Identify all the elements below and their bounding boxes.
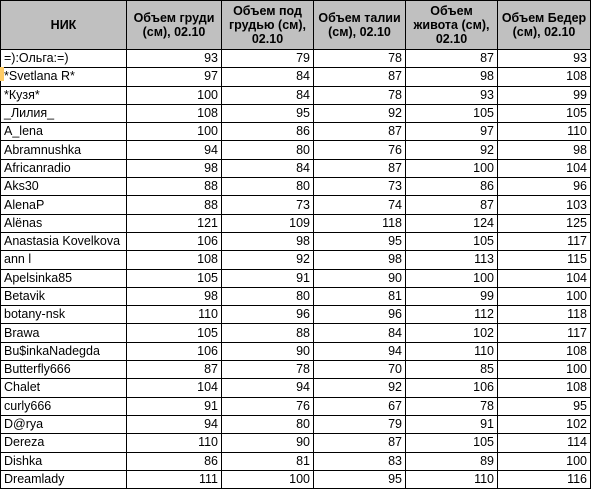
cell-nick[interactable]: Chalet — [1, 379, 127, 397]
cell-hips[interactable]: 117 — [498, 232, 591, 250]
cell-chest[interactable]: 108 — [127, 251, 222, 269]
cell-waist[interactable]: 74 — [314, 196, 406, 214]
cell-hips[interactable]: 100 — [498, 287, 591, 305]
cell-underbust[interactable]: 88 — [222, 324, 314, 342]
cell-belly[interactable]: 112 — [406, 306, 498, 324]
cell-chest[interactable]: 106 — [127, 342, 222, 360]
cell-hips[interactable]: 110 — [498, 123, 591, 141]
header-nick[interactable]: НИК — [1, 1, 127, 50]
cell-chest[interactable]: 88 — [127, 178, 222, 196]
cell-waist[interactable]: 92 — [314, 379, 406, 397]
cell-underbust[interactable]: 94 — [222, 379, 314, 397]
cell-belly[interactable]: 110 — [406, 470, 498, 488]
cell-belly[interactable]: 78 — [406, 397, 498, 415]
cell-underbust[interactable]: 90 — [222, 342, 314, 360]
cell-nick[interactable]: Butterfly666 — [1, 361, 127, 379]
cell-chest[interactable]: 104 — [127, 379, 222, 397]
cell-belly[interactable]: 89 — [406, 452, 498, 470]
cell-chest[interactable]: 93 — [127, 50, 222, 68]
cell-waist[interactable]: 83 — [314, 452, 406, 470]
cell-belly[interactable]: 124 — [406, 214, 498, 232]
cell-underbust[interactable]: 80 — [222, 141, 314, 159]
cell-nick[interactable]: =):Ольга:=) — [1, 50, 127, 68]
cell-chest[interactable]: 110 — [127, 434, 222, 452]
cell-chest[interactable]: 87 — [127, 361, 222, 379]
cell-chest[interactable]: 106 — [127, 232, 222, 250]
cell-hips[interactable]: 100 — [498, 361, 591, 379]
table-row — [1, 86, 591, 104]
cell-chest[interactable]: 108 — [127, 104, 222, 122]
cell-waist[interactable]: 87 — [314, 123, 406, 141]
table-row — [1, 434, 591, 452]
cell-underbust[interactable]: 81 — [222, 452, 314, 470]
header-underbust[interactable]: Объем под грудью (см), 02.10 — [222, 1, 314, 50]
cell-hips[interactable]: 117 — [498, 324, 591, 342]
cell-underbust[interactable]: 80 — [222, 415, 314, 433]
cell-waist[interactable]: 67 — [314, 397, 406, 415]
cell-hips[interactable]: 118 — [498, 306, 591, 324]
cell-underbust[interactable]: 84 — [222, 68, 314, 86]
table-row — [1, 68, 591, 86]
cell-hips[interactable]: 100 — [498, 452, 591, 470]
cell-waist[interactable]: 84 — [314, 324, 406, 342]
cell-belly[interactable]: 93 — [406, 86, 498, 104]
table-row — [1, 452, 591, 470]
cell-underbust[interactable]: 76 — [222, 397, 314, 415]
cell-nick[interactable]: Alënas — [1, 214, 127, 232]
cell-underbust[interactable]: 91 — [222, 269, 314, 287]
cell-chest[interactable]: 121 — [127, 214, 222, 232]
table-row — [1, 50, 591, 68]
cell-nick[interactable]: Dreamlady — [1, 470, 127, 488]
table-row — [1, 232, 591, 250]
cell-belly[interactable]: 106 — [406, 379, 498, 397]
cell-waist[interactable]: 79 — [314, 415, 406, 433]
cell-chest[interactable]: 110 — [127, 306, 222, 324]
cell-nick[interactable]: _Лилия_ — [1, 104, 127, 122]
cell-belly[interactable]: 98 — [406, 68, 498, 86]
cell-waist[interactable]: 95 — [314, 470, 406, 488]
cell-underbust[interactable]: 84 — [222, 86, 314, 104]
cell-waist[interactable]: 87 — [314, 68, 406, 86]
cell-hips[interactable]: 98 — [498, 141, 591, 159]
cell-chest[interactable]: 94 — [127, 141, 222, 159]
table-row — [1, 214, 591, 232]
table-row — [1, 324, 591, 342]
cell-nick[interactable]: Apelsinka85 — [1, 269, 127, 287]
cell-belly[interactable]: 99 — [406, 287, 498, 305]
cell-hips[interactable]: 105 — [498, 104, 591, 122]
cell-chest[interactable]: 94 — [127, 415, 222, 433]
cell-hips[interactable]: 103 — [498, 196, 591, 214]
cell-nick[interactable]: *Кузя* — [1, 86, 127, 104]
cell-nick[interactable]: Abramnushka — [1, 141, 127, 159]
cell-underbust[interactable]: 73 — [222, 196, 314, 214]
cell-chest[interactable]: 91 — [127, 397, 222, 415]
table-row — [1, 123, 591, 141]
cell-chest[interactable]: 98 — [127, 287, 222, 305]
cell-waist[interactable]: 118 — [314, 214, 406, 232]
cell-belly[interactable]: 105 — [406, 434, 498, 452]
cell-hips[interactable]: 108 — [498, 68, 591, 86]
cell-waist[interactable]: 98 — [314, 251, 406, 269]
cell-underbust[interactable]: 78 — [222, 361, 314, 379]
cell-underbust[interactable]: 90 — [222, 434, 314, 452]
table-row — [1, 470, 591, 488]
table-row — [1, 379, 591, 397]
cell-belly[interactable]: 102 — [406, 324, 498, 342]
header-chest[interactable]: Объем груди (см), 02.10 — [127, 1, 222, 50]
cell-belly[interactable]: 105 — [406, 232, 498, 250]
cell-waist[interactable]: 81 — [314, 287, 406, 305]
cell-underbust[interactable]: 92 — [222, 251, 314, 269]
cell-waist[interactable]: 78 — [314, 86, 406, 104]
cell-chest[interactable]: 105 — [127, 324, 222, 342]
cell-chest[interactable]: 88 — [127, 196, 222, 214]
cell-chest[interactable]: 97 — [127, 68, 222, 86]
cell-belly[interactable]: 87 — [406, 196, 498, 214]
cell-waist[interactable]: 96 — [314, 306, 406, 324]
cell-chest[interactable]: 100 — [127, 86, 222, 104]
cell-waist[interactable]: 70 — [314, 361, 406, 379]
cell-hips[interactable]: 99 — [498, 86, 591, 104]
cell-hips[interactable]: 95 — [498, 397, 591, 415]
cell-belly[interactable]: 85 — [406, 361, 498, 379]
cell-underbust[interactable]: 96 — [222, 306, 314, 324]
table-row — [1, 415, 591, 433]
cell-nick[interactable]: *Svetlana R* — [1, 68, 127, 86]
cell-hips[interactable]: 114 — [498, 434, 591, 452]
table-row — [1, 342, 591, 360]
cell-underbust[interactable]: 80 — [222, 287, 314, 305]
header-belly[interactable]: Объем живота (см), 02.10 — [406, 1, 498, 50]
cell-comment-marker — [0, 67, 4, 81]
cell-underbust[interactable]: 84 — [222, 159, 314, 177]
table-row — [1, 397, 591, 415]
cell-underbust[interactable]: 79 — [222, 50, 314, 68]
cell-nick[interactable]: Anastasia Kovelkova — [1, 232, 127, 250]
cell-nick[interactable]: Bu$inkaNadegda — [1, 342, 127, 360]
cell-chest[interactable]: 98 — [127, 159, 222, 177]
cell-underbust[interactable]: 86 — [222, 123, 314, 141]
cell-underbust[interactable]: 100 — [222, 470, 314, 488]
cell-nick[interactable]: D@rya — [1, 415, 127, 433]
cell-waist[interactable]: 94 — [314, 342, 406, 360]
cell-underbust[interactable]: 95 — [222, 104, 314, 122]
header-waist[interactable]: Объем талии (см), 02.10 — [314, 1, 406, 50]
cell-chest[interactable]: 105 — [127, 269, 222, 287]
cell-waist[interactable]: 92 — [314, 104, 406, 122]
cell-nick[interactable]: Dereza — [1, 434, 127, 452]
cell-belly[interactable]: 97 — [406, 123, 498, 141]
cell-hips[interactable]: 108 — [498, 379, 591, 397]
cell-hips[interactable]: 96 — [498, 178, 591, 196]
cell-belly[interactable]: 86 — [406, 178, 498, 196]
cell-belly[interactable]: 105 — [406, 104, 498, 122]
cell-belly[interactable]: 87 — [406, 50, 498, 68]
cell-belly[interactable]: 91 — [406, 415, 498, 433]
cell-hips[interactable]: 102 — [498, 415, 591, 433]
table-row — [1, 196, 591, 214]
cell-waist[interactable]: 76 — [314, 141, 406, 159]
table-row — [1, 178, 591, 196]
cell-waist[interactable]: 78 — [314, 50, 406, 68]
cell-hips[interactable]: 115 — [498, 251, 591, 269]
cell-belly[interactable]: 100 — [406, 269, 498, 287]
cell-hips[interactable]: 125 — [498, 214, 591, 232]
table-row — [1, 251, 591, 269]
cell-belly[interactable]: 92 — [406, 141, 498, 159]
cell-belly[interactable]: 100 — [406, 159, 498, 177]
cell-waist[interactable]: 87 — [314, 159, 406, 177]
cell-chest[interactable]: 111 — [127, 470, 222, 488]
cell-hips[interactable]: 116 — [498, 470, 591, 488]
cell-waist[interactable]: 87 — [314, 434, 406, 452]
cell-nick[interactable]: A_lena — [1, 123, 127, 141]
cell-nick[interactable]: Aks30 — [1, 178, 127, 196]
table-body — [1, 50, 591, 489]
table-row — [1, 141, 591, 159]
cell-waist[interactable]: 73 — [314, 178, 406, 196]
cell-hips[interactable]: 104 — [498, 269, 591, 287]
cell-belly[interactable]: 113 — [406, 251, 498, 269]
cell-hips[interactable]: 93 — [498, 50, 591, 68]
cell-waist[interactable]: 90 — [314, 269, 406, 287]
cell-nick[interactable]: Brawa — [1, 324, 127, 342]
cell-nick[interactable]: botany-nsk — [1, 306, 127, 324]
cell-underbust[interactable]: 80 — [222, 178, 314, 196]
cell-nick[interactable]: curly666 — [1, 397, 127, 415]
cell-hips[interactable]: 108 — [498, 342, 591, 360]
cell-underbust[interactable]: 98 — [222, 232, 314, 250]
header-row — [1, 1, 591, 50]
table-row — [1, 159, 591, 177]
cell-nick[interactable]: Betavik — [1, 287, 127, 305]
cell-chest[interactable]: 100 — [127, 123, 222, 141]
cell-nick[interactable]: Dishka — [1, 452, 127, 470]
cell-nick[interactable]: ann l — [1, 251, 127, 269]
cell-chest[interactable]: 86 — [127, 452, 222, 470]
cell-nick[interactable]: Africanradio — [1, 159, 127, 177]
table-row — [1, 104, 591, 122]
table-row — [1, 287, 591, 305]
table-row — [1, 306, 591, 324]
cell-nick[interactable]: AlenaP — [1, 196, 127, 214]
table-row — [1, 361, 591, 379]
cell-hips[interactable]: 104 — [498, 159, 591, 177]
header-hips[interactable]: Объем Бедер (см), 02.10 — [498, 1, 591, 50]
cell-waist[interactable]: 95 — [314, 232, 406, 250]
cell-belly[interactable]: 110 — [406, 342, 498, 360]
cell-underbust[interactable]: 109 — [222, 214, 314, 232]
table-row — [1, 269, 591, 287]
